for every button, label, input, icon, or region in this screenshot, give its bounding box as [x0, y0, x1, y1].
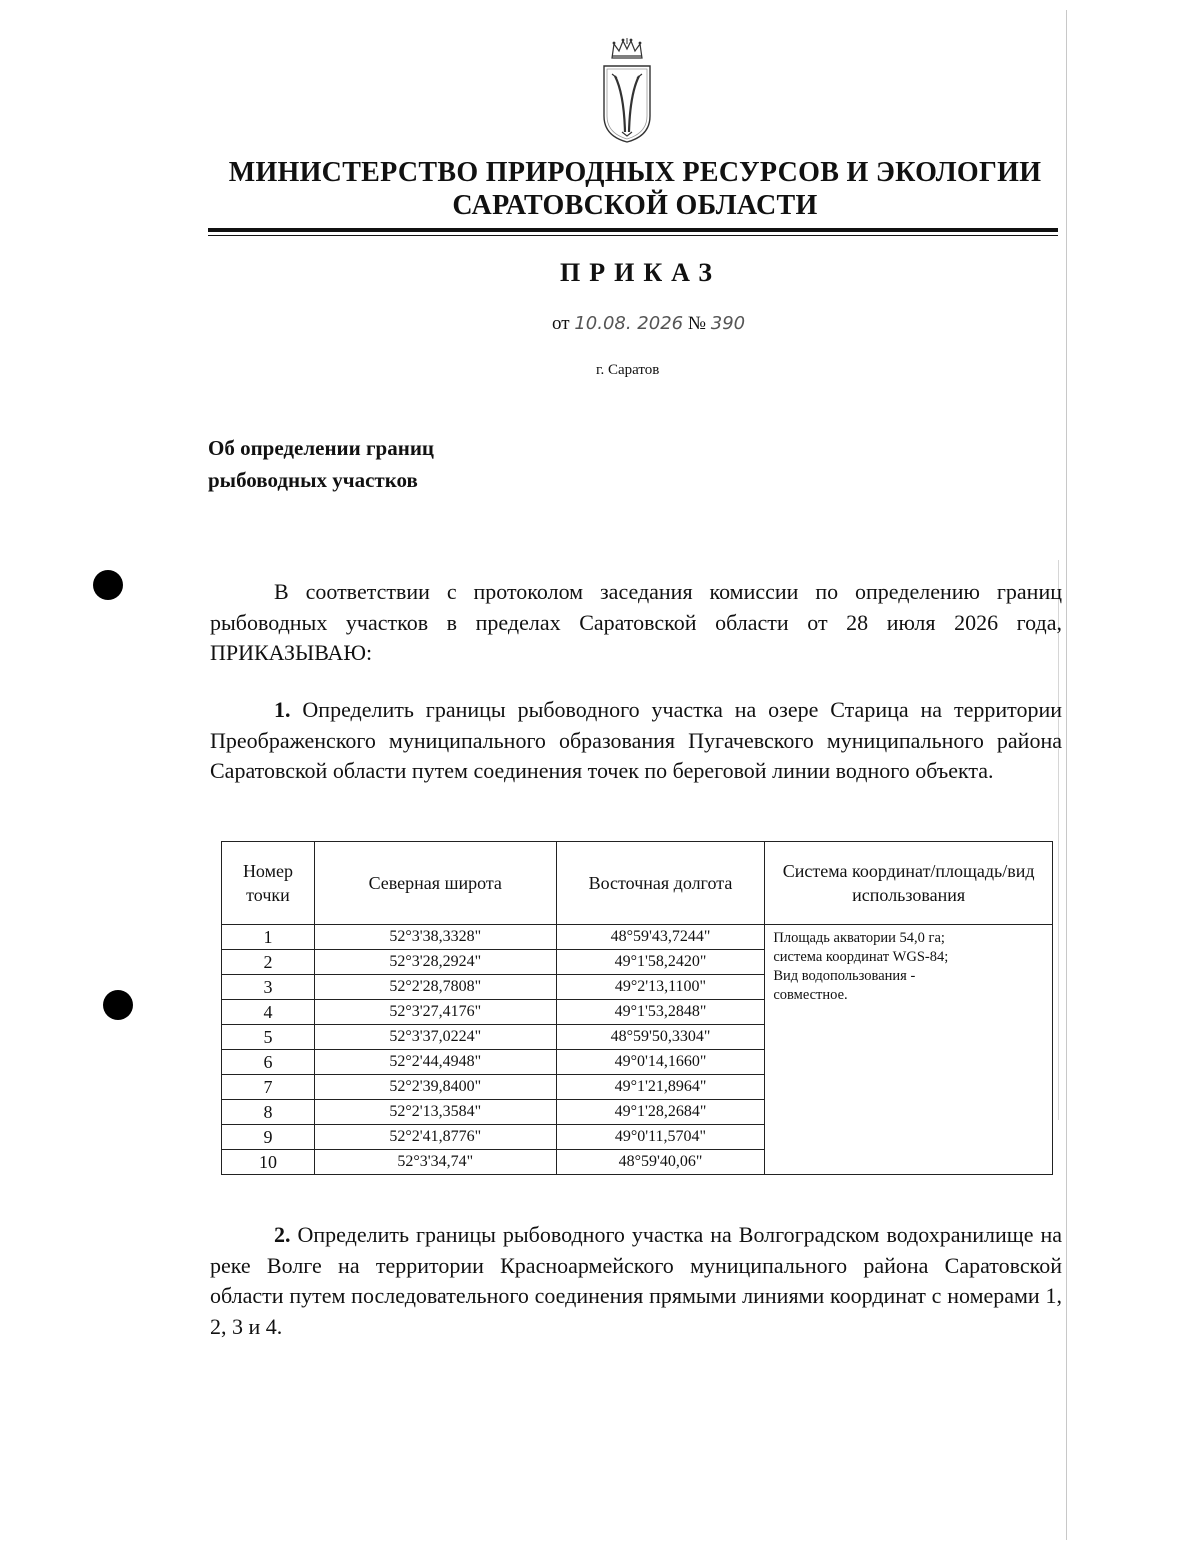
header-longitude: Восточная долгота — [556, 842, 765, 925]
subject-line-1: Об определении границ — [208, 436, 435, 460]
latitude-cell: 52°2'41,8776" — [314, 1125, 556, 1150]
longitude-cell: 49°2'13,1100" — [556, 975, 765, 1000]
longitude-cell: 49°1'21,8964" — [556, 1075, 765, 1100]
subject-title — [208, 432, 434, 496]
latitude-cell: 52°3'34,74" — [314, 1150, 556, 1175]
number-prefix: № — [687, 313, 706, 334]
item-1-paragraph — [210, 695, 1062, 787]
point-number: 3 — [222, 975, 315, 1000]
longitude-cell: 49°0'11,5704" — [556, 1125, 765, 1150]
latitude-cell: 52°3'38,3328" — [314, 925, 556, 950]
point-number: 9 — [222, 1125, 315, 1150]
longitude-cell: 48°59'43,7244" — [556, 925, 765, 950]
header-rule-thick — [208, 228, 1058, 232]
ministry-name — [200, 156, 1070, 222]
point-number: 10 — [222, 1150, 315, 1175]
subject-line-2: рыбоводных участков — [208, 468, 418, 492]
header-rule-thin — [208, 235, 1058, 236]
longitude-cell: 49°0'14,1660" — [556, 1050, 765, 1075]
scan-edge — [1066, 10, 1067, 1540]
item-1-number: 1. — [274, 697, 291, 722]
punch-hole-bottom — [103, 990, 133, 1020]
point-number: 5 — [222, 1025, 315, 1050]
coordinate-system-note — [765, 925, 1053, 1175]
note-line-2: система координат WGS-84; — [773, 949, 949, 965]
note-line-3: Вид водопользования - — [773, 968, 916, 984]
item-2-text: Определить границы рыбоводного участка на Волгоградском водохранилище на реке Волге на территории Красноармейского муниципального района Саратовской области путем последовательного соединения прямыми линиями координат с номерами 1, 2, 3 и 4. — [210, 1222, 1063, 1339]
punch-hole-top — [93, 570, 123, 600]
coordinates-table — [221, 841, 1053, 1175]
intro-paragraph — [210, 577, 1062, 669]
longitude-cell: 49°1'53,2848" — [556, 1000, 765, 1025]
table-header-row — [222, 842, 1053, 925]
point-number: 2 — [222, 950, 315, 975]
latitude-cell: 52°2'44,4948" — [314, 1050, 556, 1075]
item-1-text: Определить границы рыбоводного участка на озере Старица на территории Преображенского муниципального образования Пугачевского муниципального района Саратовской области путем соединения точек по береговой линии водного объекта. — [210, 697, 1062, 783]
point-number: 7 — [222, 1075, 315, 1100]
ministry-line-1: МИНИСТЕРСТВО ПРИРОДНЫХ РЕСУРСОВ И ЭКОЛОГИИ — [228, 157, 1042, 188]
handwritten-number: 390 — [710, 313, 746, 334]
point-number: 6 — [222, 1050, 315, 1075]
longitude-cell: 48°59'40,06" — [556, 1150, 765, 1175]
latitude-cell: 52°2'28,7808" — [314, 975, 556, 1000]
point-number: 1 — [222, 925, 315, 950]
document-type: ПРИКАЗ — [560, 258, 722, 287]
item-2-paragraph — [210, 1220, 1062, 1342]
ministry-line-2: САРАТОВСКОЙ ОБЛАСТИ — [452, 190, 818, 221]
handwritten-date: 10.08. 2026 — [574, 313, 684, 334]
header-point-number: Номер точки — [222, 842, 315, 925]
point-number: 4 — [222, 1000, 315, 1025]
longitude-cell: 49°1'58,2420" — [556, 950, 765, 975]
header-latitude: Северная широта — [314, 842, 556, 925]
point-number: 8 — [222, 1100, 315, 1125]
date-prefix: от — [552, 313, 570, 334]
latitude-cell: 52°3'37,0224" — [314, 1025, 556, 1050]
intro-text: В соответствии с протоколом заседания комиссии по определению границ рыбоводных участков в пределах Саратовской области от 28 июля 2026 года, ПРИКАЗЫВАЮ: — [210, 579, 1062, 665]
table-row — [222, 925, 1053, 950]
longitude-cell: 48°59'50,3304" — [556, 1025, 765, 1050]
city: г. Саратов — [596, 362, 660, 378]
header-coordinate-system: Система координат/площадь/вид использования — [765, 842, 1053, 925]
note-line-4: совместное. — [773, 987, 848, 1003]
latitude-cell: 52°2'13,3584" — [314, 1100, 556, 1125]
saratov-coat-of-arms-icon — [598, 36, 656, 146]
order-date-number — [552, 313, 745, 335]
latitude-cell: 52°2'39,8400" — [314, 1075, 556, 1100]
item-2-number: 2. — [274, 1222, 291, 1247]
latitude-cell: 52°3'27,4176" — [314, 1000, 556, 1025]
latitude-cell: 52°3'28,2924" — [314, 950, 556, 975]
note-line-1: Площадь акватории 54,0 га; — [773, 930, 945, 946]
longitude-cell: 49°1'28,2684" — [556, 1100, 765, 1125]
